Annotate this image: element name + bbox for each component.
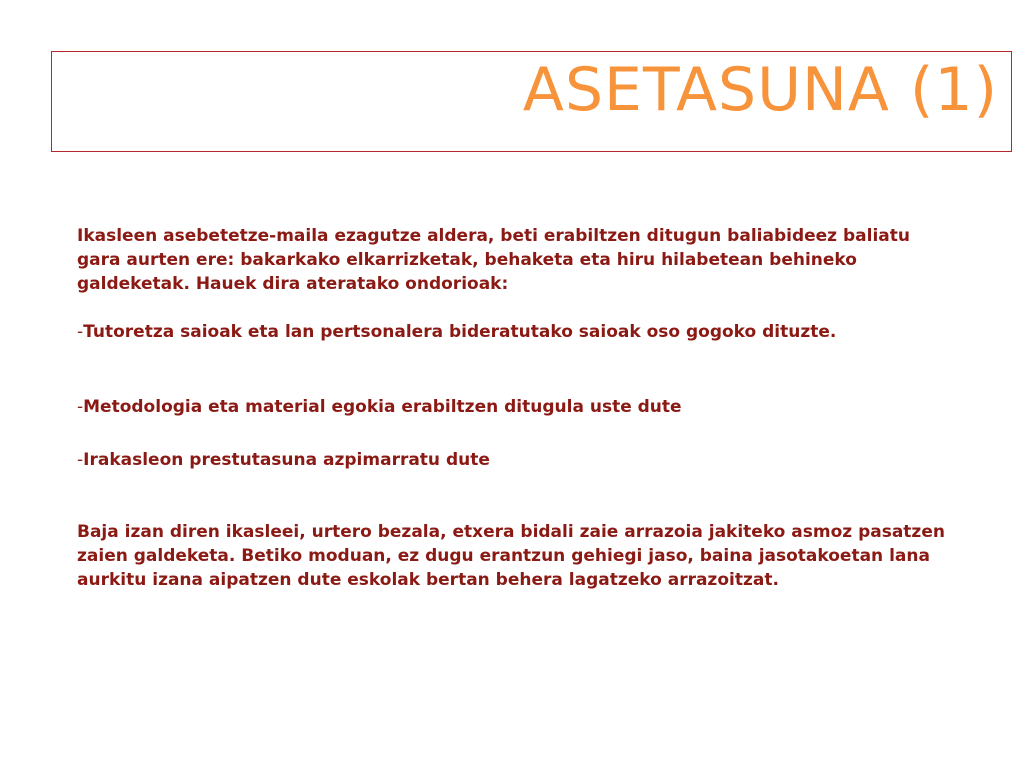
bullet-item: [77, 395, 957, 419]
bullet-item: [77, 448, 957, 472]
slide-title: ASETASUNA (1): [522, 55, 998, 125]
bullet-text: Tutoretza saioak eta lan pertsonalera bideratutako saioak oso gogoko dituzte.: [83, 322, 837, 342]
bullet-marker: -: [77, 397, 84, 417]
bullet-text: Metodologia eta material egokia erabiltzen ditugula uste dute: [83, 397, 682, 417]
bullet-marker: -: [77, 322, 84, 342]
bullet-item: [77, 320, 957, 344]
title-box: [51, 51, 1012, 152]
intro-paragraph: Ikasleen asebetetze-maila ezagutze aldera, beti erabiltzen ditugun baliabideez baliatu gara aurten ere: bakarkako elkarrizketak, behaketa eta hiru hilabetean behineko galdeketak. Hauek dira ateratako ondorioak:: [77, 226, 910, 294]
closing-paragraph: Baja izan diren ikasleei, urtero bezala, etxera bidali zaie arrazoia jakiteko asmoz pasatzen zaien galdeketa. Betiko moduan, ez dugu erantzun gehiegi jaso, baina jasotakoetan lana aurkitu izana aipatzen dute eskolak bertan behera lagatzeko arrazoitzat.: [77, 522, 945, 590]
bullet-marker: -: [77, 450, 84, 470]
bullet-text: Irakasleon prestutasuna azpimarratu dute: [83, 450, 490, 470]
